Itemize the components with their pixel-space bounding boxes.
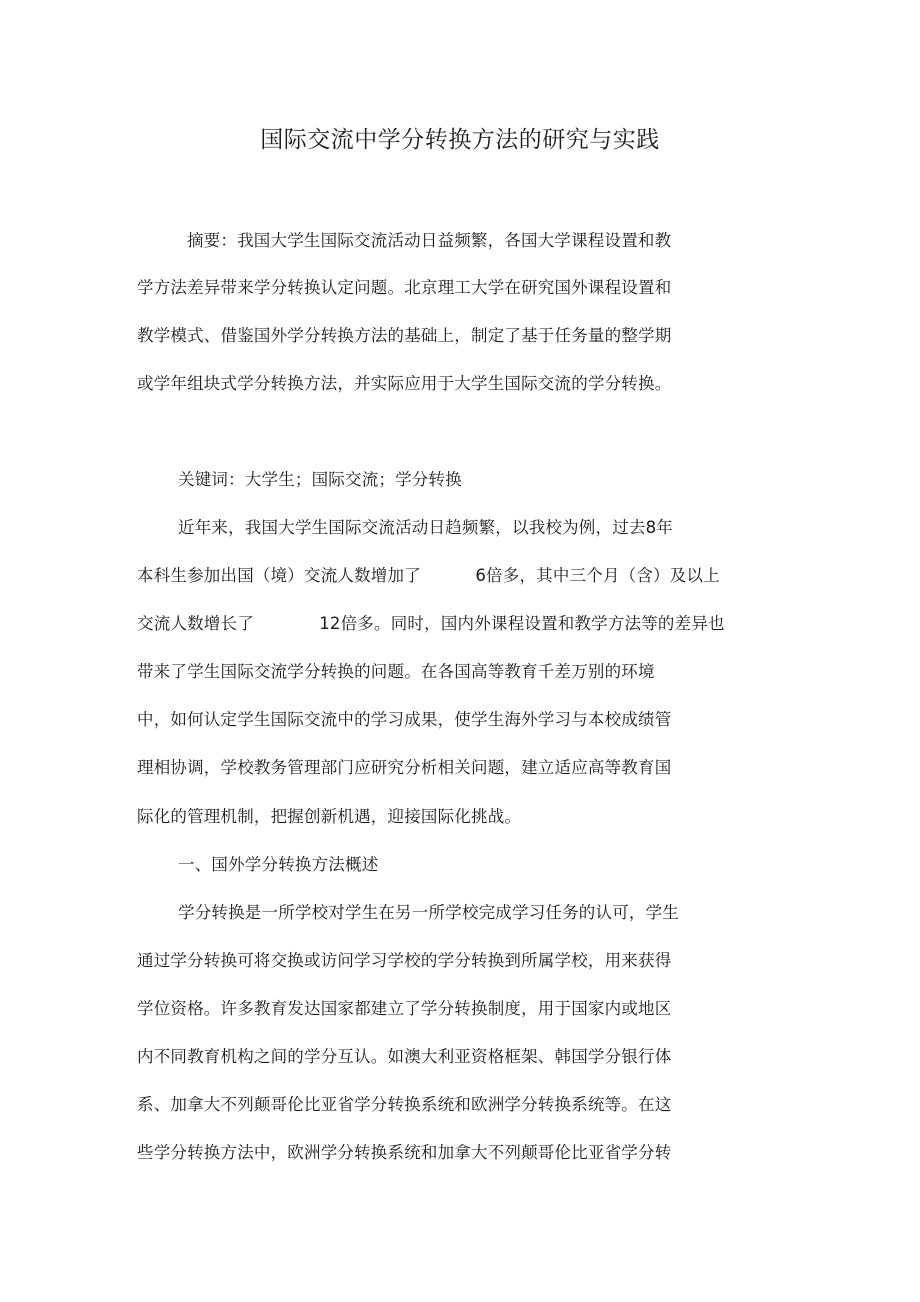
keywords-line: 关键词：大学生；国际交流；学分转换 bbox=[178, 470, 462, 489]
section-line-4: 内不同教育机构之间的学分互认。如澳大利亚资格框架、韩国学分银行体 bbox=[137, 1047, 672, 1066]
section-heading-1: 一、国外学分转换方法概述 bbox=[178, 855, 379, 874]
body-line-5: 中，如何认定学生国际交流中的学习成果，使学生海外学习与本校成绩管 bbox=[137, 710, 672, 729]
abstract-line-3: 教学模式、借鉴国外学分转换方法的基础上，制定了基于任务量的整学期 bbox=[137, 326, 672, 345]
body-line-1: 近年来，我国大学生国际交流活动日趋频繁，以我校为例，过去8年 bbox=[178, 518, 673, 537]
section-line-6: 些学分转换方法中，欧洲学分转换系统和加拿大不列颠哥伦比亚省学分转 bbox=[137, 1143, 672, 1162]
document-title: 国际交流中学分转换方法的研究与实践 bbox=[260, 127, 660, 153]
body-line-7: 际化的管理机制，把握创新机遇，迎接国际化挑战。 bbox=[137, 807, 522, 826]
body-line-2: 本科生参加出国（境）交流人数增加了 6倍多，其中三个月（含）及以上 bbox=[137, 566, 720, 585]
abstract-line-4: 或学年组块式学分转换方法，并实际应用于大学生国际交流的学分转换。 bbox=[137, 374, 672, 393]
section-line-1: 学分转换是一所学校对学生在另一所学校完成学习任务的认可，学生 bbox=[178, 903, 679, 922]
body-line-6: 理相协调，学校教务管理部门应研究分析相关问题，建立适应高等教育国 bbox=[137, 758, 672, 777]
section-line-3: 学位资格。许多教育发达国家都建立了学分转换制度，用于国家内或地区 bbox=[137, 999, 672, 1018]
abstract-line-2: 学方法差异带来学分转换认定问题。北京理工大学在研究国外课程设置和 bbox=[137, 278, 672, 297]
section-line-5: 系、加拿大不列颠哥伦比亚省学分转换系统和欧洲学分转换系统等。在这 bbox=[137, 1095, 672, 1114]
body-line-4: 带来了学生国际交流学分转换的问题。在各国高等教育千差万别的环境 bbox=[137, 662, 655, 681]
abstract-line-1: 摘要：我国大学生国际交流活动日益频繁，各国大学课程设置和教 bbox=[187, 231, 672, 250]
body-line-3: 交流人数增长了 12倍多。同时，国内外课程设置和教学方法等的差异也 bbox=[137, 614, 725, 633]
section-line-2: 通过学分转换可将交换或访问学习学校的学分转换到所属学校，用来获得 bbox=[137, 951, 672, 970]
